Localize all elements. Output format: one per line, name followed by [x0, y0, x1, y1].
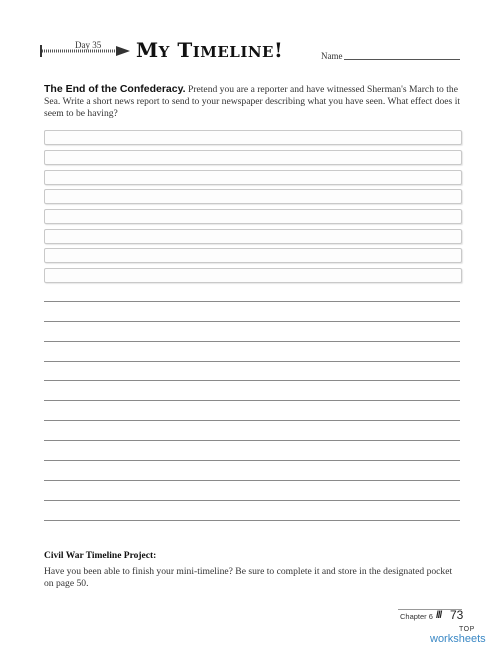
watermark-top: TOP	[459, 626, 475, 633]
prompt-text: Pretend you are a reporter and have witnessed Sherman's March to the Sea. Write a short news report to send to your newspaper describing what you have seen. What effect does it seem to be having?	[44, 84, 461, 119]
page-title: MY TIMELINE!	[136, 38, 284, 62]
answer-field-3[interactable]	[44, 170, 462, 185]
prompt-heading: The End of the Confederacy.	[44, 83, 186, 95]
answer-field-1[interactable]	[44, 130, 462, 145]
writing-line	[44, 520, 460, 521]
prompt-paragraph	[44, 83, 462, 120]
writing-line	[44, 480, 460, 481]
answer-field-6[interactable]	[44, 229, 462, 244]
writing-line	[44, 301, 460, 302]
answer-field-8[interactable]	[44, 268, 462, 283]
writing-line	[44, 341, 460, 342]
page-number: 73	[450, 608, 464, 622]
writing-line	[44, 321, 460, 322]
writing-line	[44, 420, 460, 421]
writing-line	[44, 460, 460, 461]
footer-slashes: ///	[436, 610, 442, 621]
writing-line	[44, 400, 460, 401]
writing-line	[44, 380, 460, 381]
answer-field-7[interactable]	[44, 248, 462, 263]
chapter-label: Chapter 6	[400, 612, 433, 621]
name-label: Name	[321, 51, 343, 61]
answer-field-2[interactable]	[44, 150, 462, 165]
writing-line	[44, 440, 460, 441]
writing-line	[44, 361, 460, 362]
answer-field-4[interactable]	[44, 189, 462, 204]
timeline-arrow-icon	[40, 44, 130, 58]
name-field[interactable]	[344, 59, 460, 60]
answer-field-5[interactable]	[44, 209, 462, 224]
project-heading: Civil War Timeline Project:	[44, 551, 157, 561]
writing-line	[44, 500, 460, 501]
watermark-logo: worksheets	[430, 633, 486, 645]
day-label: Day 35	[75, 40, 102, 50]
project-text: Have you been able to finish your mini-timeline? Be sure to complete it and store in the designated pocket on page 50.	[44, 566, 453, 589]
